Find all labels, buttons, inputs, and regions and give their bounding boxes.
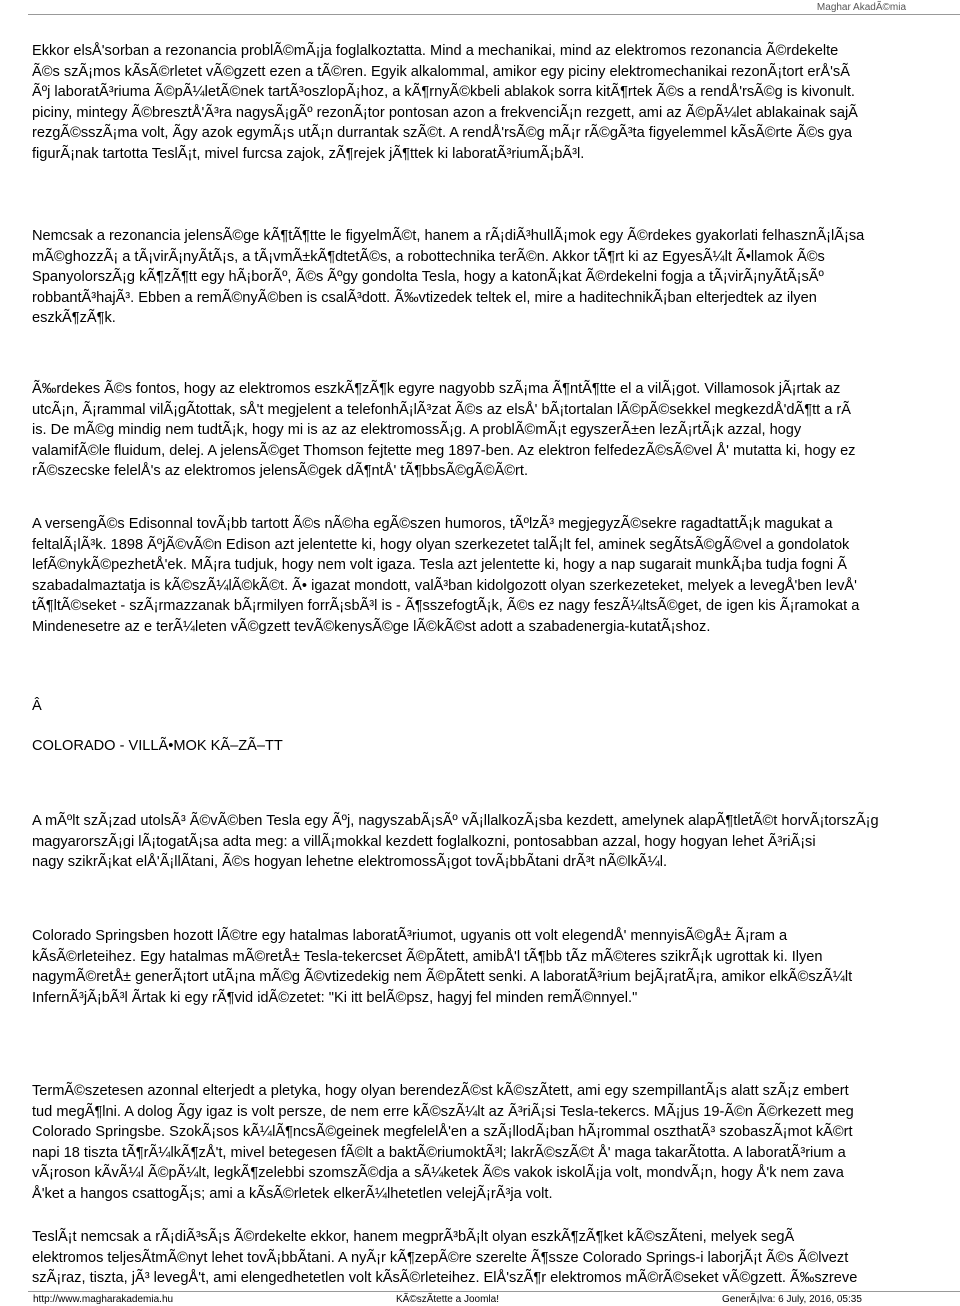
- text-line: valamifÃ©le fluidum, delej. A jelensÃ©get Thomson fejtette meg 1897-ben. Az elektron felfedezÃ©sÃ©vel Å' mutatta ki, hogy ez: [32, 442, 856, 459]
- header-divider: [28, 14, 960, 15]
- paragraph: [32, 379, 855, 482]
- text-line: SpanyolorszÃ¡g kÃ¶zÃ¶tt egy hÃ¡borÃº, Ã©s Ãºgy gondolta Tesla, hogy a katonÃ¡kat Ã©rdekelni fogja a tÃ¡virÃ¡nyÃtÃ¡sÃº: [32, 269, 824, 285]
- text-line: szÃ¡raz, tiszta, jÃ³ levegÅ't, ami elengedhetetlen volt kÃsÃ©rleteihez. ElÅ'szÃ¶r elektromos mÃ©rÃ©seket vÃ©gzett. Ã‰szreve: [32, 1270, 858, 1286]
- text-line: COLORADO - VILLÃ•MOK KÃ–ZÃ–TT: [32, 738, 283, 754]
- text-line: eszkÃ¶zÃ¶k.: [32, 310, 116, 326]
- text-line: Ã‰rdekes Ã©s fontos, hogy az elektromos eszkÃ¶zÃ¶k egyre nagyobb szÃ¡ma Ã¶ntÃ¶tte el a vilÃ¡got. Villamosok jÃ¡rtak az: [32, 381, 841, 397]
- paragraph: [32, 1227, 857, 1289]
- text-line: A versengÃ©s Edisonnal tovÃ¡bb tartott Ã©s nÃ©ha egÃ©szen humoros, tÃºlzÃ³ megjegyzÃ©sekre ragadtattÃ¡k magukat a: [32, 516, 833, 532]
- text-line: InfernÃ³jÃ¡bÃ³l Ãrtak ki egy rÃ¶vid idÃ©zetet: "Ki itt belÃ©psz, hagyj fel minden remÃ©nnyel.": [32, 989, 638, 1006]
- paragraph: [32, 226, 864, 329]
- text-line: mÃ©ghozzÃ¡ a tÃ¡virÃ¡nyÃtÃ¡s, a tÃ¡vmÃ±kÃ¶dtetÃ©s, a robottechnika terÃ©n. Akkor tÃ¶rt ki az EgyesÃ¼lt Ã•llamok Ã©s: [32, 248, 825, 265]
- text-line: tud megÃ¶lni. A dolog Ãgy igaz is volt persze, de nem erre kÃ©szÃ¼lt az Ã³riÃ¡si Tesla-tekercs. MÃ¡jus 19-Ã©n Ã©rkezett meg: [32, 1103, 854, 1120]
- text-line: Â: [32, 698, 42, 714]
- text-line: tÃ¶ltÃ©seket - szÃ¡rmazzanak bÃ¡rmilyen forrÃ¡sbÃ³l is - Ã¶sszefogtÃ¡k, Ã©s ez nagy feszÃ¼ltsÃ©get, de igen kis Ã¡ramokat a: [32, 598, 860, 614]
- footer-divider: [28, 1291, 960, 1292]
- text-line: figurÃ¡nak tartotta TeslÃ¡t, mivel furcsa zajok, zÃ¶rejek jÃ¶ttek ki laboratÃ³riumÃ¡bÃ³l.: [32, 145, 585, 162]
- footer-site-url[interactable]: http://www.magharakademia.hu: [33, 1294, 174, 1305]
- text-line: is. De mÃ©g mindig nem tudtÃ¡k, hogy mi is az az elektromossÃ¡g. A problÃ©mÃ¡t egyszerÃ±en lezÃ¡rtÃ¡k azzal, hogy: [32, 422, 802, 438]
- text-line: kÃsÃ©rleteihez. Egy hatalmas mÃ©retÅ± Tesla-tekercset Ã©pÃtett, amibÅ'l tÃ¶bb tÃz mÃ©teres szikrÃ¡k ugrottak ki. Ilyen: [32, 948, 823, 965]
- text-line: robbantÃ³hajÃ³. Ebben a remÃ©nyÃ©ben is csalÃ³dott. Ã‰vtizedek teltek el, mire a haditechnikÃ¡ban elterjedtek az ilyen: [32, 289, 817, 306]
- text-line: Ãºj laboratÃ³riuma Ã©pÃ¼letÃ©nek tartÃ³oszlopÃ¡hoz, a kÃ¶rnyÃ©kbeli ablakok sorra kitÃ¶rtek Ã©s a rendÅ'rsÃ©g is kivonult.: [32, 84, 855, 100]
- text-line: rÃ©szecske felelÅ's az elektromos jelensÃ©gek dÃ¶ntÅ' tÃ¶bbsÃ©gÃ©Ã©rt.: [32, 463, 528, 479]
- text-line: szabadalmaztatja is kÃ©szÃ¼lÃ©kÃ©t. Ã• igazat mondott, valÃ³ban kidolgozott olyan szerkezeteket, melyek a levegÅ'ben levÅ': [32, 577, 857, 594]
- text-line: rezgÃ©sszÃ¡ma volt, Ãgy azok egymÃ¡s utÃ¡n durrantak szÃ©t. A rendÅ'rsÃ©g mÃ¡r rÃ©gÃ³ta figyelemmel kÃsÃ©rte Ã©s gya: [32, 125, 852, 141]
- text-line: Ekkor elsÅ'sorban a rezonancia problÃ©mÃ¡ja foglalkoztatta. Mind a mechanikai, mind az elektromos rezonancia Ã©rdekelte: [32, 43, 839, 59]
- text-line: Nemcsak a rezonancia jelensÃ©ge kÃ¶tÃ¶tte le figyelmÃ©t, hanem a rÃ¡diÃ³hullÃ¡mok egy Ã©rdekes gyakorlati felhasznÃ¡lÃ¡sa: [32, 228, 865, 244]
- text-line: TermÃ©szetesen azonnal elterjedt a pletyka, hogy olyan berendezÃ©st kÃ©szÃtett, ami egy szempillantÃ¡s alatt szÃ¡z embert: [32, 1083, 849, 1099]
- text-line: vÃ¡roson kÃvÃ¼l Ã©pÃ¼lt, legkÃ¶zelebbi szomszÃ©dja a sÃ¼ketek Ã©s vakok iskolÃ¡ja volt, mondvÃ¡n, hogy Å'k nem zava: [32, 1165, 844, 1181]
- site-name: Maghar AkadÃ©mia: [816, 2, 906, 13]
- text-line: Å'ket a hangos csattogÃ¡s; ami a kÃsÃ©rletek elkerÃ¼lhetetlen velejÃ¡rÃ³ja volt.: [32, 1185, 553, 1202]
- text-line: nagy szikrÃ¡kat elÅ'Ã¡llÃtani, Ã©s hogyan lehetne elektromossÃ¡got tovÃ¡bbÃtani drÃ³t nÃ©lkÃ¼l.: [32, 854, 668, 870]
- footer-generated-date: GenerÃ¡lva: 6 July, 2016, 05:35: [722, 1294, 862, 1305]
- text-line: feltalÃ¡lÃ³k. 1898 ÃºjÃ©vÃ©n Edison azt jelentette ki, hogy olyan szerkezetet talÃ¡lt fel, aminek segÃtsÃ©gÃ©vel a gondolatok: [32, 536, 850, 553]
- paragraph: [32, 696, 42, 717]
- text-line: magyarorszÃ¡gi lÃ¡togatÃ¡sa adta meg: a villÃ¡mokkal kezdett foglalkozni, pontosabban azzal, hogy hogyan lehet Ã³riÃ¡si: [32, 833, 816, 850]
- paragraph: [32, 926, 852, 1008]
- text-line: nagymÃ©retÅ± generÃ¡tort utÃ¡na mÃ©g Ã©vtizedekig nem Ã©pÃtett senki. A laboratÃ³rium bejÃ¡ratÃ¡ra, amikor elkÃ©szÃ¼lt: [32, 969, 853, 985]
- paragraph: [32, 1081, 854, 1204]
- page-footer: [0, 1291, 960, 1306]
- paragraph: [32, 736, 283, 757]
- footer-powered-by: KÃ©szÃtette a Joomla!: [396, 1294, 499, 1305]
- text-line: Ã©s szÃ¡mos kÃsÃ©rletet vÃ©gzett ezen a tÃ©ren. Egyik alkalommal, amikor egy piciny elektromechanikai rezonÃ¡tort erÅ'sÃ: [32, 63, 850, 80]
- text-line: Colorado Springsben hozott lÃ©tre egy hatalmas laboratÃ³riumot, ugyanis ott volt elegendÅ' mennyisÃ©gÅ± Ã¡ram a: [32, 928, 788, 944]
- text-line: utcÃ¡n, Ã¡rammal vilÃ¡gÃtottak, sÅ't megjelent a telefonhÃ¡lÃ³zat Ã©s az elsÅ' bÃ¡tortalan lÃ©pÃ©sekkel megkezdÅ'dÃ¶tt a rÃ: [32, 401, 852, 418]
- paragraph: [32, 811, 879, 873]
- paragraph: [32, 41, 858, 164]
- page-header: [0, 0, 960, 14]
- paragraph: [32, 514, 859, 637]
- text-line: A mÃºlt szÃ¡zad utolsÃ³ Ã©vÃ©ben Tesla egy Ãºj, nagyszabÃ¡sÃº vÃ¡llalkozÃ¡sba kezdett, amelynek alapÃ¶tletÃ©t horvÃ¡torszÃ¡g: [32, 813, 879, 829]
- text-line: elektromos teljesÃtmÃ©nyt lehet tovÃ¡bbÃtani. A nyÃ¡r kÃ¶zepÃ©re szerelte Ã¶ssze Colorado Springs-i laborjÃ¡t Ã©s Ã©lvezt: [32, 1249, 849, 1266]
- text-line: Colorado Springsbe. SzokÃ¡sos kÃ¼lÃ¶ncsÃ©geinek megfelelÅ'en a szÃ¡llodÃ¡ban hÃ¡rommal oszthatÃ³ szobaszÃ¡mot kÃ©rt: [32, 1124, 853, 1140]
- text-line: piciny, mintegy Ã©bresztÅ'Ã³ra nagysÃ¡gÃº rezonÃ¡tor pontosan azon a frekvenciÃ¡n rezgett, ami az Ã©pÃ¼let ablakainak sajÃ: [32, 104, 858, 121]
- text-line: Mindenesetre az e terÃ¼leten vÃ©gzett tevÃ©kenysÃ©ge lÃ©kÃ©st adott a szabadenergia-kutatÃ¡shoz.: [32, 618, 711, 635]
- text-line: lefÃ©nykÃ©pezhetÅ'ek. MÃ¡ra tudjuk, hogy nem volt igaza. Tesla azt jelentette ki, hogy a nap sugarait munkÃ¡ba tudja fogni Ã: [32, 557, 847, 573]
- text-line: TeslÃ¡t nemcsak a rÃ¡diÃ³sÃ¡s Ã©rdekelte ekkor, hanem megprÃ³bÃ¡lt olyan eszkÃ¶zÃ¶ket kÃ©szÃteni, melyek segÃ: [32, 1229, 795, 1245]
- text-line: napi 18 tiszta tÃ¶rÃ¼lkÃ¶zÅ't, mivel betegesen fÃ©lt a baktÃ©riumoktÃ³l; lakrÃ©szÃ©t Å' maga takarÃtotta. A laboratÃ³rium a: [32, 1144, 846, 1161]
